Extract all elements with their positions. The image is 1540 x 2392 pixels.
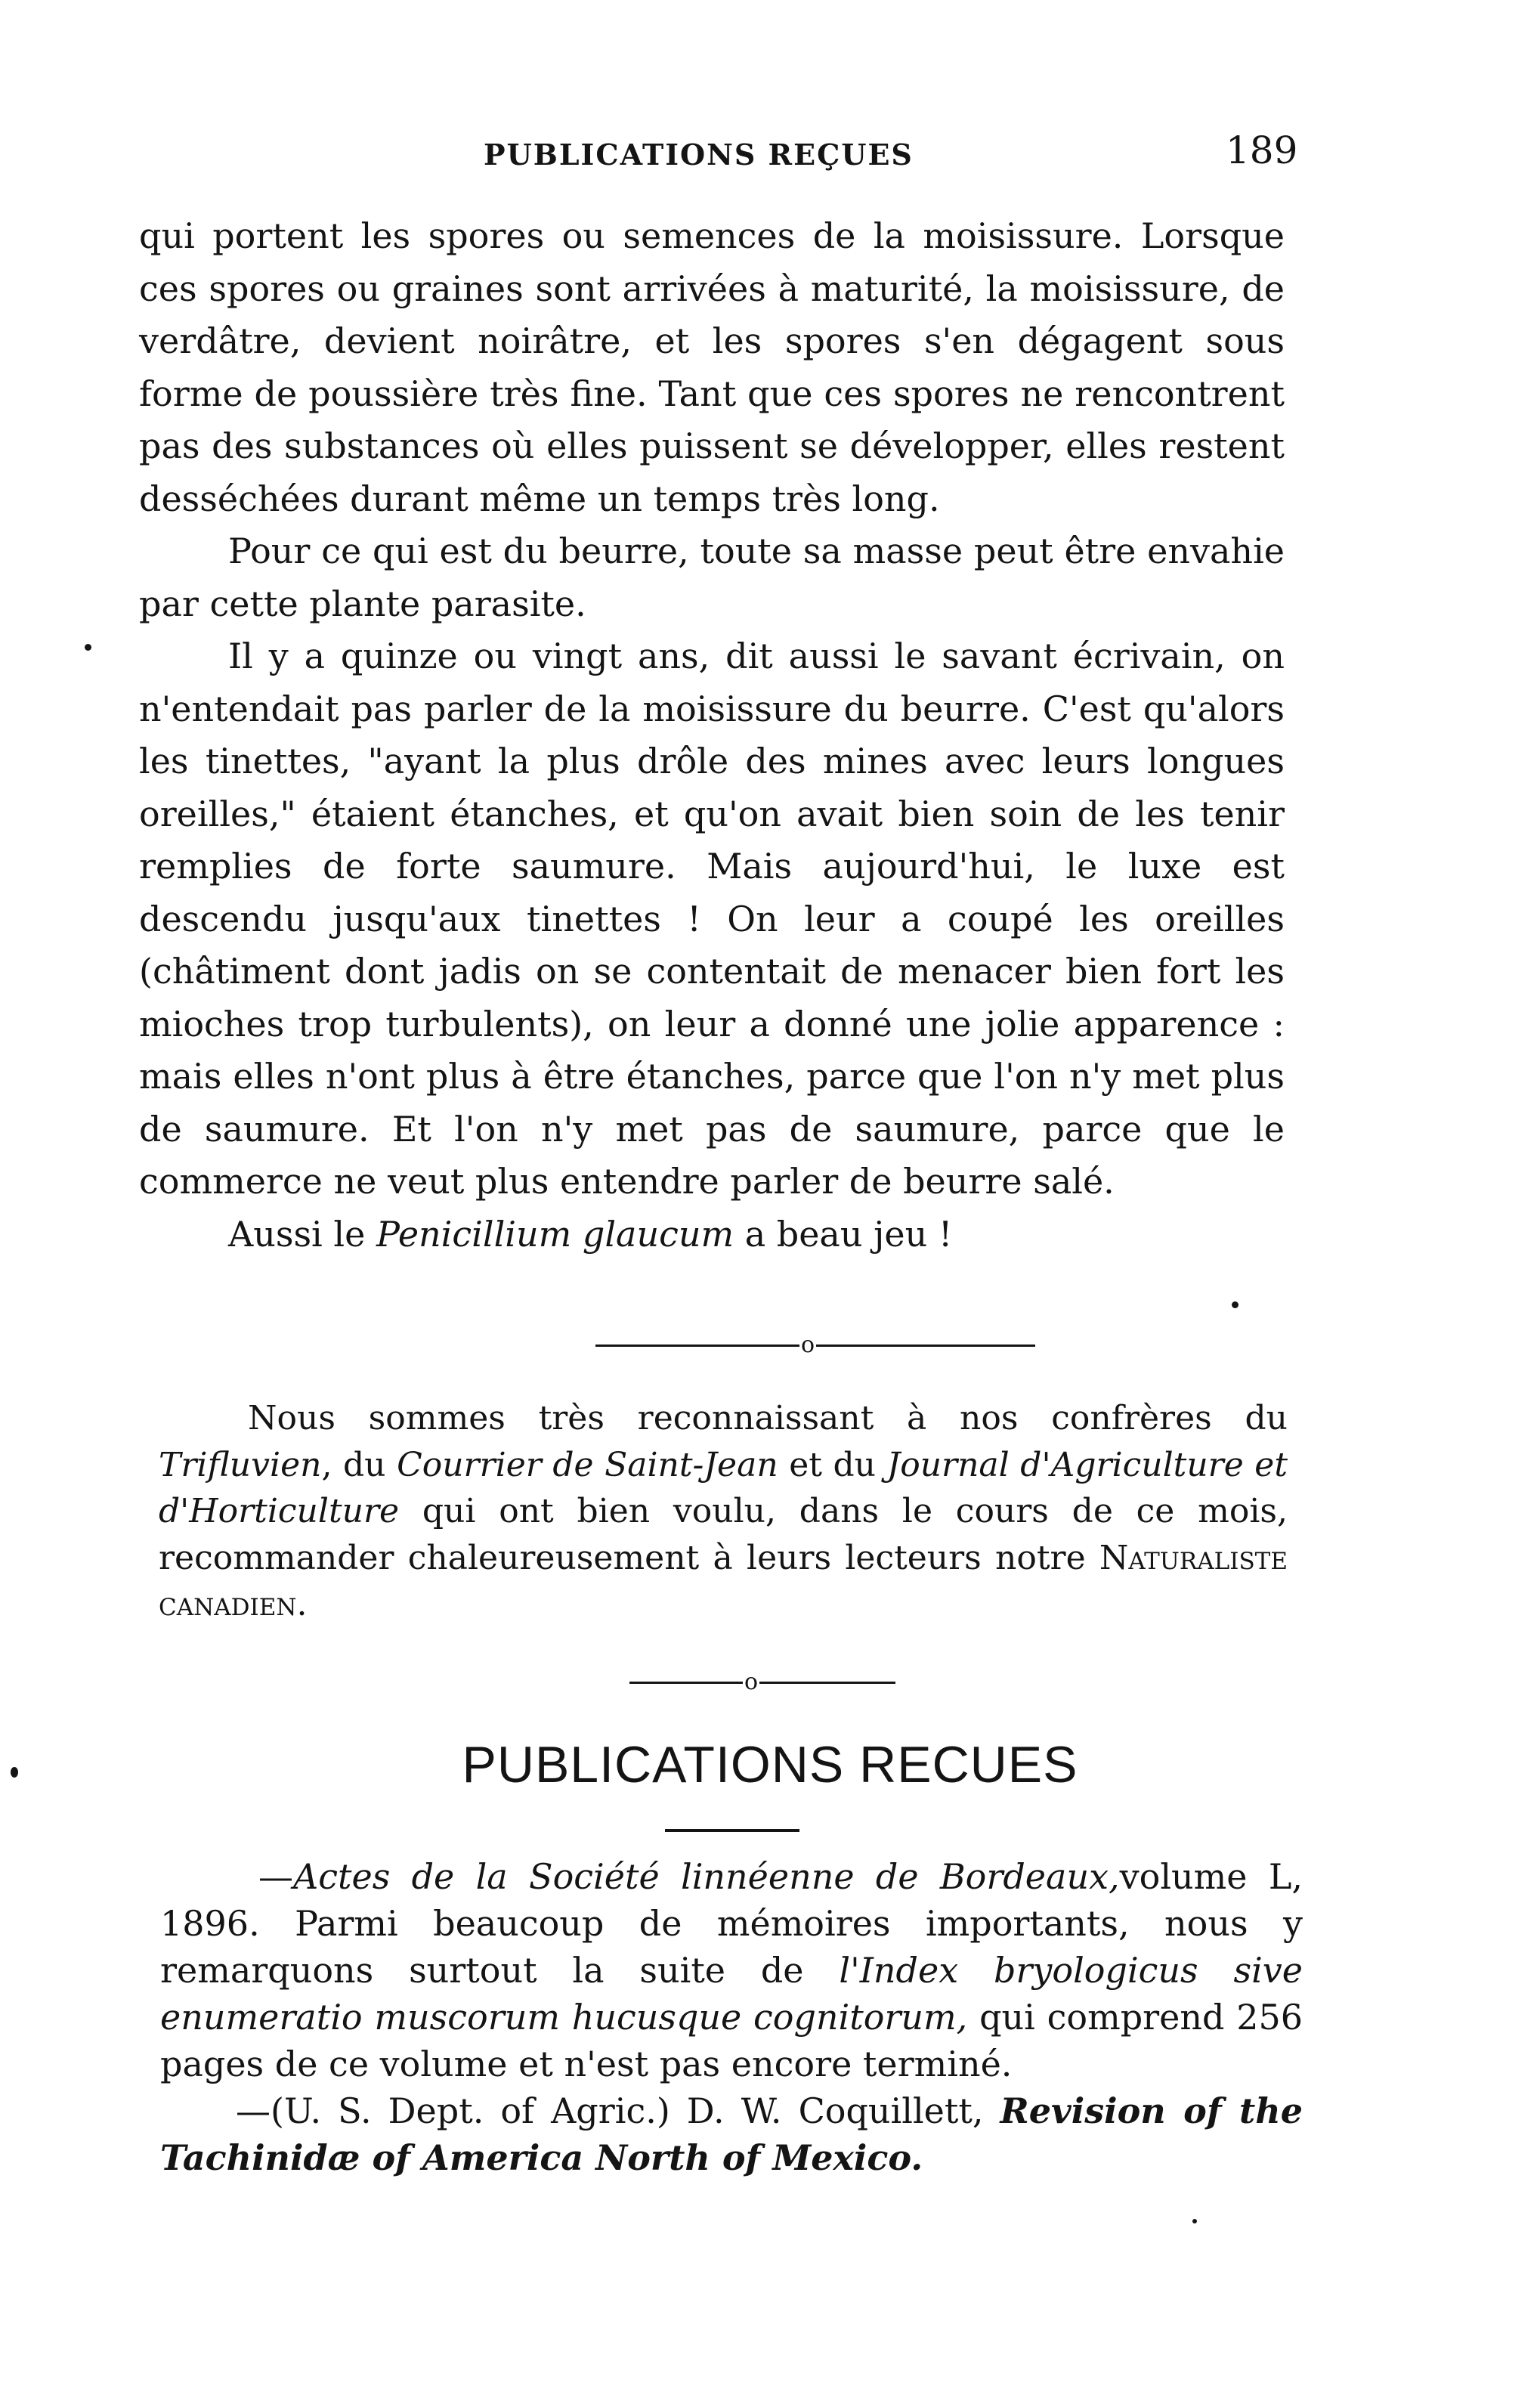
print-speck [11, 1767, 18, 1778]
publication-entry-coquillett [160, 2087, 1303, 2181]
thanks-t5: . [296, 1585, 308, 1623]
thanks-paragraph [159, 1395, 1288, 1628]
thanks-courrier: Courrier de Saint-Jean [397, 1445, 778, 1484]
separator-2-line-right [759, 1682, 895, 1684]
penicillium-suffix: a beau jeu ! [734, 1213, 953, 1255]
thanks-trifluvien: Trifluvien [159, 1445, 322, 1484]
entry-1-index-title: l'Index bryologicus sive enumeratio muscorum hucusque cognitorum, [160, 1950, 1303, 2038]
entry-2-title: Revision of the Tachinidæ of America North of Mexico. [160, 2090, 1303, 2178]
thanks-text [159, 1395, 1288, 1628]
print-speck [1232, 1301, 1238, 1308]
print-speck [85, 644, 91, 651]
separator-rule-2 [0, 1670, 1532, 1694]
separator-line-right [816, 1345, 1035, 1347]
separator-ornament: o [800, 1332, 815, 1358]
section-heading: PUBLICATIONS RECUES [462, 1736, 1078, 1793]
entry-1-text: volume L, 1896. Parmi beaucoup de mémoires importants, nous y remarquons surtout la suite de [160, 1856, 1303, 1991]
paragraph-spores: qui portent les spores ou semences de la moisissure. Lorsque ces spores ou graines sont arrivées à maturité, la moisissure, de verdâtre, devient noirâtre, et les spores s'en dégagent sous forme de poussière très fine. Tant que ces spores ne rencontrent pas des substances où elles puissent se développer, elles restent desséchées durant même un temps très long. [139, 215, 1285, 519]
separator-2-line-left [629, 1682, 743, 1684]
main-text-block [139, 210, 1285, 1261]
publication-entry-bordeaux [160, 1853, 1303, 2087]
separator-rule [45, 1333, 1540, 1357]
heading-underline [665, 1829, 799, 1832]
entry-1-title: Actes de la Société linnéenne de Bordeaux, [293, 1856, 1120, 1897]
separator-2-ornament: o [744, 1669, 759, 1695]
entry-1-text-end: qui comprend 256 pages de ce volume et n'est pas encore terminé. [160, 1997, 1303, 2084]
paragraph-penicillium [139, 1208, 1285, 1261]
paragraph-beurre: Pour ce qui est du beurre, toute sa masse peut être envahie par cette plante parasite. [139, 531, 1285, 624]
thanks-t4: qui ont bien voulu, dans le cours de ce mois, recommander chaleureusement à leurs lecteurs notre [159, 1492, 1288, 1577]
publications-block [160, 1853, 1303, 2181]
thanks-journal: Journal d'Agriculture et d'Horticulture [159, 1445, 1288, 1530]
thanks-naturaliste: Naturaliste canadien [159, 1538, 1288, 1623]
paragraph-tinettes: Il y a quinze ou vingt ans, dit aussi le savant écrivain, on n'entendait pas parler de la moisissure du beurre. C'est qu'alors les tinettes, "ayant la plus drôle des mines avec leurs longues oreilles," étaient étanches, et qu'on avait bien soin de les tenir remplies de forte saumure. Mais aujourd'hui, le luxe est descendu jusqu'aux tinettes ! On leur a coupé les oreilles (châtiment dont jadis on se contentait de menacer bien fort les mioches trop turbulents), on leur a donné une jolie apparence : mais elles n'ont plus à être étanches, parce que l'on n'y met plus de saumure. Et l'on n'y met pas de saumure, parce que le commerce ne veut plus entendre parler de beurre salé. [139, 636, 1285, 1202]
entry-1-dash: — [258, 1856, 293, 1897]
entry-2-text: —(U. S. Dept. of Agric.) D. W. Coquillett, [236, 2090, 1000, 2131]
print-speck [1192, 2219, 1197, 2223]
thanks-t2: , du [321, 1445, 397, 1484]
separator-line-left [595, 1345, 799, 1347]
thanks-t3: et du [778, 1445, 887, 1484]
page-number: 189 [1226, 128, 1298, 172]
running-head: PUBLICATIONS REÇUES [484, 138, 914, 172]
thanks-t1: Nous sommes très reconnaissant à nos confrères du [248, 1399, 1288, 1437]
penicillium-prefix: Aussi le [228, 1213, 376, 1255]
penicillium-name: Penicillium glaucum [376, 1213, 734, 1255]
